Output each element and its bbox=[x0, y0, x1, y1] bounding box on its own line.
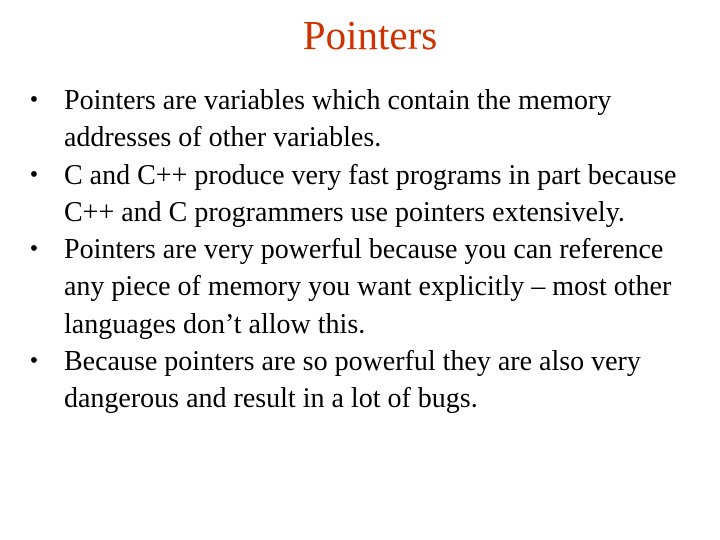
bullet-text: Pointers are variables which contain the memory addresses of other variables. bbox=[64, 85, 612, 154]
bullet-marker: • bbox=[29, 161, 39, 188]
bullet-marker: • bbox=[29, 87, 39, 113]
bullet-text: C and C++ produce very fast programs in part because C++ and C programmers use pointers extensively. bbox=[64, 159, 677, 228]
bullet-list bbox=[24, 82, 704, 418]
bullet-item bbox=[24, 343, 704, 418]
slide-title: Pointers bbox=[302, 12, 438, 58]
bullet-item bbox=[24, 157, 704, 232]
bullet-marker: • bbox=[29, 348, 39, 375]
bullet-item bbox=[24, 82, 704, 157]
bullet-text: Pointers are very powerful because you can reference any piece of memory you want explicitly – most other languages don’t allow this. bbox=[64, 234, 672, 340]
bullet-marker: • bbox=[29, 236, 39, 263]
bullet-item bbox=[24, 231, 704, 343]
bullet-text: Because pointers are so powerful they are also very dangerous and result in a lot of bugs. bbox=[64, 346, 641, 415]
